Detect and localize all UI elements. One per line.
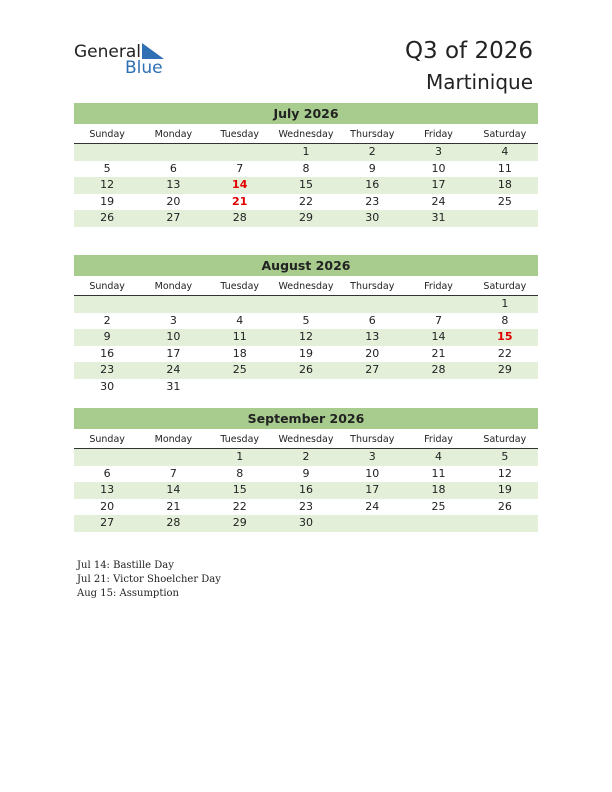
- holiday-note: Aug 15: Assumption: [77, 588, 180, 599]
- week-row: [74, 313, 538, 330]
- day-cell: 9: [103, 330, 111, 343]
- day-cell: 12: [100, 178, 115, 191]
- day-cell: 20: [166, 194, 181, 208]
- day-cell: 11: [431, 466, 446, 480]
- week-row: [74, 194, 538, 211]
- month-header: July 2026: [74, 103, 538, 124]
- holiday-note: Jul 21: Victor Shoelcher Day: [77, 574, 221, 585]
- day-cell: 6: [103, 466, 111, 480]
- day-cell: 8: [236, 466, 244, 480]
- day-cell: 14: [166, 483, 181, 496]
- day-cell: 27: [365, 363, 380, 376]
- weekday-header-row: [74, 127, 538, 144]
- day-cell: 29: [232, 516, 247, 529]
- day-cell: [472, 379, 538, 396]
- day-cell: 21: [166, 499, 181, 513]
- day-cell: [207, 296, 273, 313]
- week-row: [74, 482, 538, 499]
- weekday-label: Tuesday: [220, 434, 260, 445]
- day-cell: 4: [501, 145, 509, 158]
- day-cell: [339, 515, 405, 532]
- day-cell: 25: [232, 363, 247, 376]
- holiday-day-cell: 15: [497, 330, 513, 343]
- day-cell: 26: [497, 499, 512, 513]
- weekday-label: Wednesday: [278, 434, 334, 445]
- week-row: [74, 296, 538, 313]
- day-cell: 10: [166, 330, 181, 343]
- day-cell: 27: [100, 516, 115, 529]
- day-cell: 20: [100, 499, 115, 513]
- day-cell: 11: [232, 330, 247, 343]
- page-subtitle: Martinique: [425, 70, 533, 94]
- month-calendar-august: [74, 255, 538, 395]
- day-cell: 5: [302, 313, 310, 327]
- day-cell: 2: [103, 313, 111, 327]
- day-cell: 31: [431, 211, 446, 224]
- day-cell: 23: [298, 499, 313, 513]
- day-cell: 19: [497, 483, 512, 496]
- day-cell: 24: [431, 194, 446, 208]
- day-cell: 5: [103, 161, 111, 175]
- day-cell: 22: [497, 346, 512, 360]
- day-cell: 25: [431, 499, 446, 513]
- day-cell: [74, 449, 140, 466]
- day-cell: 16: [365, 178, 380, 191]
- day-cell: [140, 449, 206, 466]
- week-row: [74, 362, 538, 379]
- day-cell: [74, 296, 140, 313]
- day-cell: 16: [100, 346, 115, 360]
- holiday-note: Jul 14: Bastille Day: [77, 560, 174, 571]
- day-cell: 7: [435, 313, 443, 327]
- day-cell: 14: [431, 330, 446, 343]
- day-cell: 28: [232, 211, 247, 224]
- weekday-label: Friday: [424, 129, 453, 140]
- day-cell: 13: [365, 330, 380, 343]
- day-cell: [273, 379, 339, 396]
- week-row: [74, 329, 538, 346]
- weekday-label: Monday: [154, 281, 193, 292]
- weekday-label: Friday: [424, 434, 453, 445]
- day-cell: [74, 144, 140, 161]
- day-cell: 11: [497, 161, 512, 175]
- day-cell: 18: [497, 178, 512, 191]
- day-cell: [207, 379, 273, 396]
- logo-text-blue: Blue: [125, 58, 163, 78]
- day-cell: 18: [431, 483, 446, 496]
- month-header: August 2026: [74, 255, 538, 276]
- day-cell: [472, 210, 538, 227]
- day-cell: 20: [365, 346, 380, 360]
- day-cell: 7: [169, 466, 177, 480]
- week-row: [74, 449, 538, 466]
- day-cell: 17: [166, 346, 181, 360]
- day-cell: 4: [435, 450, 443, 463]
- weekday-label: Wednesday: [278, 129, 334, 140]
- logo-text-general: General: [74, 42, 141, 62]
- day-cell: [472, 515, 538, 532]
- day-cell: 18: [232, 346, 247, 360]
- day-cell: 28: [431, 363, 446, 376]
- day-cell: [339, 379, 405, 396]
- day-cell: 23: [100, 363, 115, 376]
- week-row: [74, 499, 538, 516]
- day-cell: 5: [501, 450, 509, 463]
- week-row: [74, 515, 538, 532]
- week-row: [74, 210, 538, 227]
- day-cell: 6: [169, 161, 177, 175]
- day-cell: 29: [497, 363, 512, 376]
- day-cell: 6: [368, 313, 376, 327]
- week-row: [74, 144, 538, 161]
- weekday-label: Wednesday: [278, 281, 334, 292]
- day-cell: 9: [302, 466, 310, 480]
- day-cell: 21: [431, 346, 446, 360]
- day-cell: [405, 379, 471, 396]
- day-cell: 10: [365, 466, 380, 480]
- day-cell: 12: [497, 466, 512, 480]
- weekday-label: Saturday: [483, 434, 527, 445]
- weekday-label: Saturday: [483, 129, 527, 140]
- day-cell: [339, 296, 405, 313]
- day-cell: 2: [368, 145, 376, 158]
- logo: [74, 40, 174, 80]
- weekday-label: Saturday: [483, 281, 527, 292]
- day-cell: 8: [302, 161, 310, 175]
- weekday-label: Thursday: [350, 281, 395, 292]
- day-cell: [140, 144, 206, 161]
- weekday-label: Thursday: [350, 434, 395, 445]
- day-cell: 3: [169, 313, 177, 327]
- day-cell: [140, 296, 206, 313]
- day-cell: 27: [166, 211, 181, 224]
- weekday-label: Monday: [154, 434, 193, 445]
- weekday-label: Tuesday: [220, 281, 260, 292]
- day-cell: 29: [298, 211, 313, 224]
- day-cell: 22: [232, 499, 247, 513]
- day-cell: 30: [365, 211, 380, 224]
- day-cell: 10: [431, 161, 446, 175]
- day-cell: [405, 296, 471, 313]
- day-cell: 12: [298, 330, 313, 343]
- day-cell: 30: [100, 379, 115, 393]
- weekday-label: Sunday: [89, 129, 125, 140]
- weekday-label: Thursday: [350, 129, 395, 140]
- weekday-label: Sunday: [89, 281, 125, 292]
- week-row: [74, 346, 538, 363]
- day-cell: 15: [298, 178, 313, 191]
- month-calendar-september: [74, 408, 538, 532]
- day-cell: 3: [435, 145, 443, 158]
- day-cell: [405, 515, 471, 532]
- day-cell: 17: [431, 178, 446, 191]
- day-cell: 26: [298, 363, 313, 376]
- day-cell: 3: [368, 450, 376, 463]
- day-cell: 8: [501, 313, 509, 327]
- day-cell: 25: [497, 194, 512, 208]
- week-row: [74, 161, 538, 178]
- day-cell: 13: [166, 178, 181, 191]
- holiday-list: [77, 559, 221, 601]
- weekday-label: Monday: [154, 129, 193, 140]
- day-cell: 4: [236, 313, 244, 327]
- month-header: September 2026: [74, 408, 538, 429]
- weekday-label: Friday: [424, 281, 453, 292]
- day-cell: 9: [368, 161, 376, 175]
- day-cell: 31: [166, 379, 181, 393]
- page-title: Q3 of 2026: [404, 38, 533, 64]
- day-cell: 17: [365, 483, 380, 496]
- day-cell: 13: [100, 483, 115, 496]
- month-calendar-july: [74, 103, 538, 227]
- weekday-header-row: [74, 279, 538, 296]
- week-row: [74, 177, 538, 194]
- week-row: [74, 466, 538, 483]
- holiday-day-cell: 14: [232, 178, 248, 191]
- day-cell: 19: [298, 346, 313, 360]
- day-cell: 16: [298, 483, 313, 496]
- day-cell: [207, 144, 273, 161]
- day-cell: 23: [365, 194, 380, 208]
- day-cell: 24: [166, 363, 181, 376]
- day-cell: 22: [298, 194, 313, 208]
- day-cell: 24: [365, 499, 380, 513]
- weekday-label: Sunday: [89, 434, 125, 445]
- day-cell: 28: [166, 516, 181, 529]
- day-cell: 2: [302, 450, 310, 463]
- holiday-day-cell: 21: [232, 194, 248, 208]
- weekday-header-row: [74, 432, 538, 449]
- day-cell: 7: [236, 161, 244, 175]
- day-cell: 1: [501, 297, 509, 310]
- day-cell: 1: [236, 450, 244, 463]
- day-cell: 30: [298, 516, 313, 529]
- day-cell: 1: [302, 145, 310, 158]
- week-row: [74, 379, 538, 396]
- day-cell: [273, 296, 339, 313]
- day-cell: 19: [100, 194, 115, 208]
- day-cell: 26: [100, 211, 115, 224]
- day-cell: 15: [232, 483, 247, 496]
- weekday-label: Tuesday: [220, 129, 260, 140]
